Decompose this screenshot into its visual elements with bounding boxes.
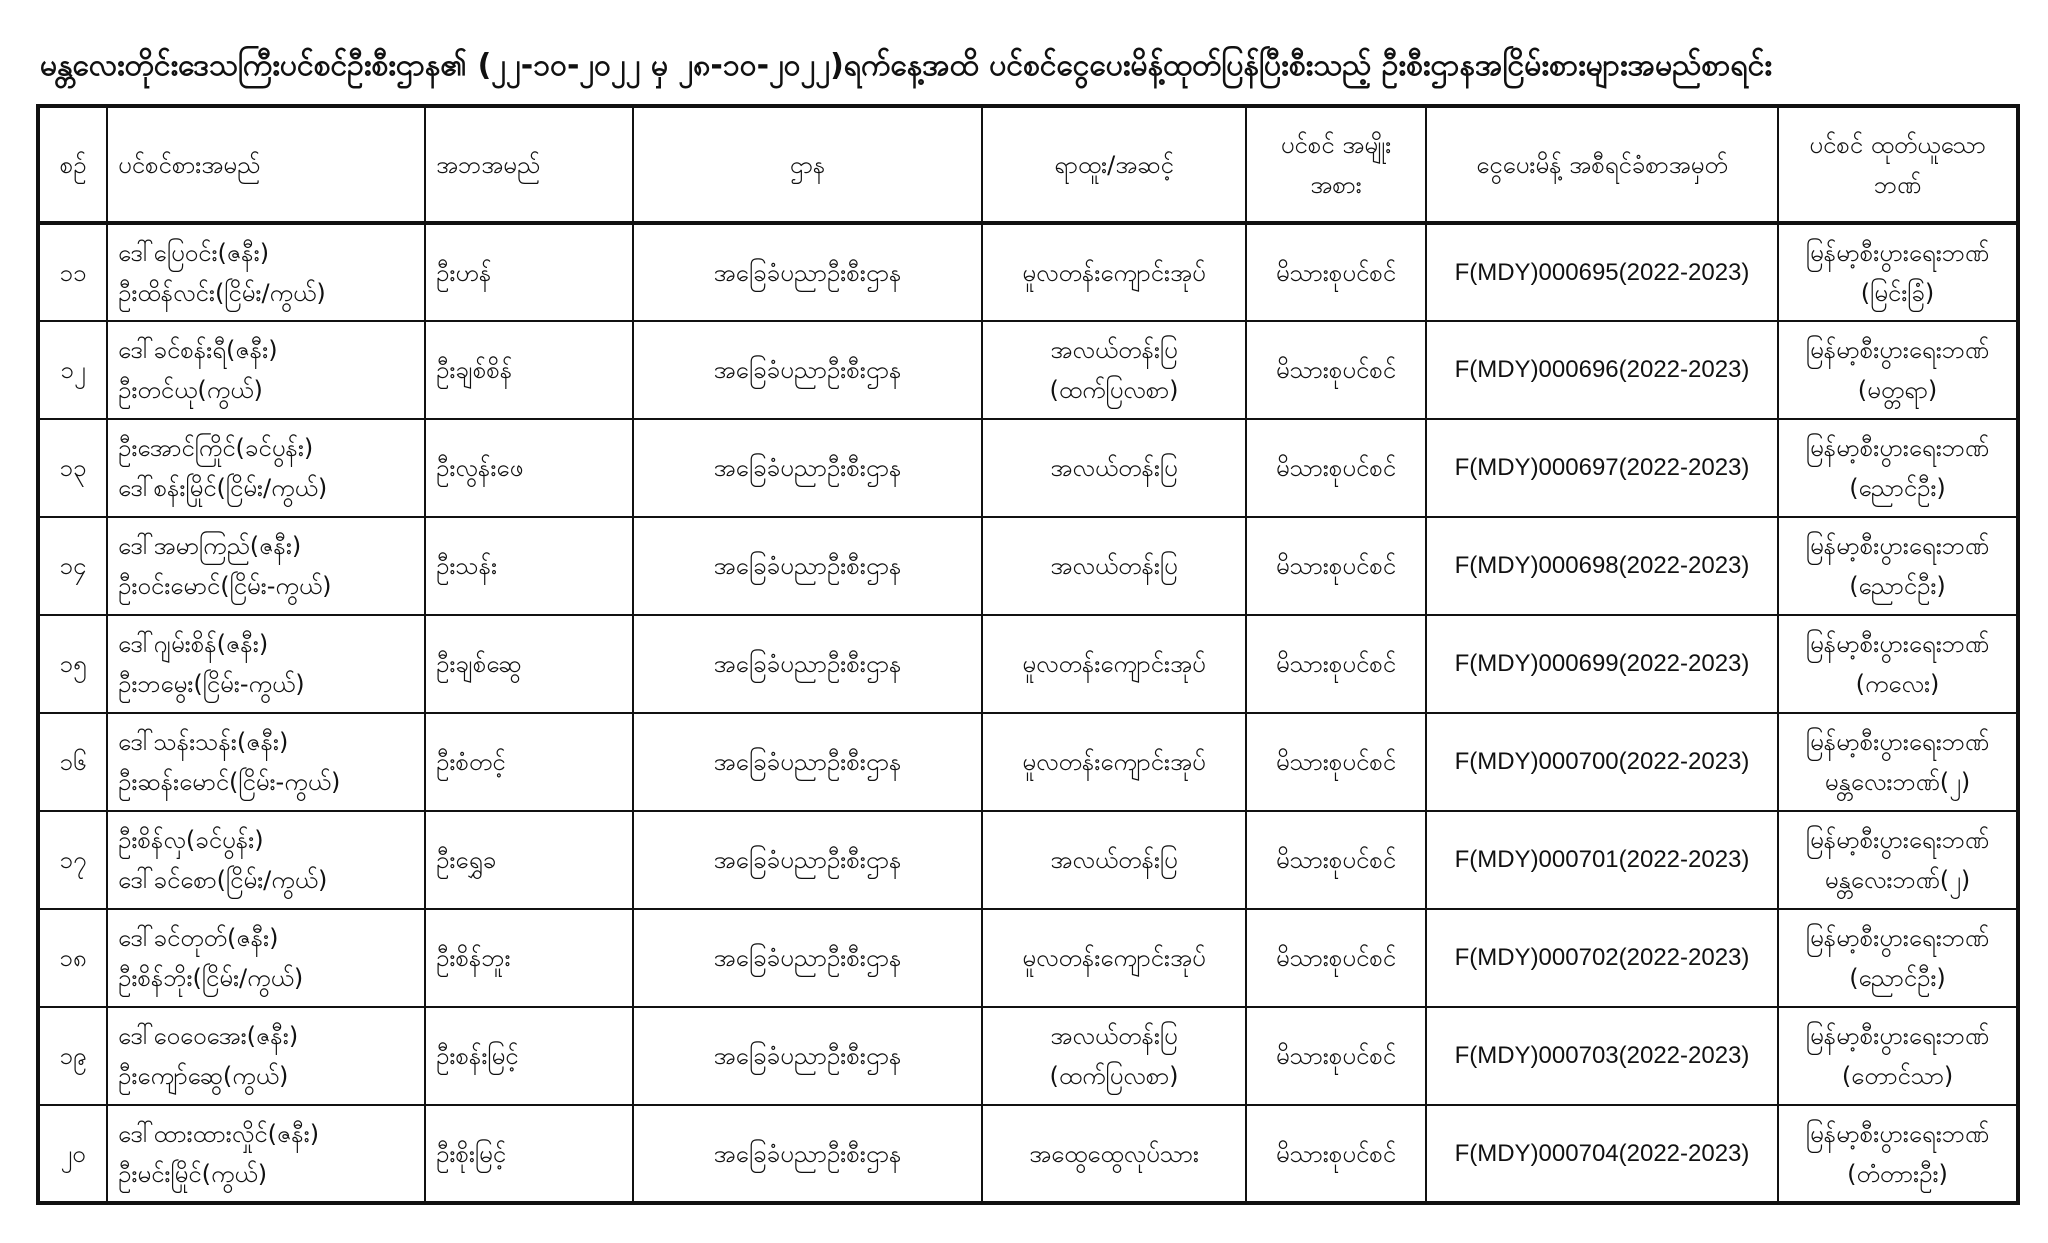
cell-no: ၁၁: [38, 223, 107, 321]
table-row: [38, 615, 2018, 713]
rank-line: (ထက်ပြလစာ): [1049, 376, 1179, 404]
name-line: ဒေါ်ခင်စန်းရီ(ဇနီး): [118, 336, 278, 364]
header-type: [1246, 106, 1426, 223]
name-line: ဦးဝင်းမောင်(ငြိမ်း-ကွယ်): [118, 572, 332, 600]
table-row: [38, 713, 2018, 811]
header-no: စဉ်: [38, 106, 107, 223]
name-line: ဒေါ်စန်းမြိုင်(ငြိမ်း/ကွယ်): [118, 474, 328, 502]
cell-ref: F(MDY)000700(2022-2023): [1426, 713, 1778, 811]
cell-bank: [1778, 1007, 2018, 1105]
header-row: [38, 106, 2018, 223]
bank-line: မန္တလေးဘဏ်(၂): [1824, 866, 1971, 894]
cell-dept: အခြေခံပညာဦးစီးဌာန: [633, 321, 982, 419]
pension-table: [36, 104, 2020, 1205]
header-dept: ဌာန: [633, 106, 982, 223]
cell-no: ၁၄: [38, 517, 107, 615]
cell-bank: [1778, 615, 2018, 713]
cell-dept: အခြေခံပညာဦးစီးဌာန: [633, 419, 982, 517]
header-ref-line: အစီရင်ခံစာအမှတ်: [1569, 150, 1728, 179]
cell-type: မိသားစုပင်စင်: [1246, 223, 1426, 321]
cell-father: ဦးစိုးမြင့်: [425, 1105, 633, 1203]
cell-father: ဦးရွှေခ: [425, 811, 633, 909]
cell-bank: [1778, 419, 2018, 517]
table-row: [38, 419, 2018, 517]
cell-name: [107, 909, 425, 1007]
cell-father: ဦးဟန်: [425, 223, 633, 321]
header-type-line: အမျိုးအစား: [1310, 130, 1392, 199]
header-ref: [1426, 106, 1778, 223]
cell-no: ၁၃: [38, 419, 107, 517]
name-line: ဒေါ်ဝေဝေအေး(ဇနီး): [118, 1022, 299, 1050]
table-row: [38, 811, 2018, 909]
cell-no: ၁၉: [38, 1007, 107, 1105]
cell-dept: အခြေခံပညာဦးစီးဌာန: [633, 517, 982, 615]
bank-line: မြန်မာ့စီးပွားရေးဘဏ်: [1805, 826, 1990, 854]
bank-line: မြန်မာ့စီးပွားရေးဘဏ်: [1805, 924, 1990, 952]
rank-line: အလယ်တန်းပြ: [1050, 454, 1178, 482]
bank-line: (တောင်သာ): [1841, 1062, 1954, 1090]
name-line: ဦးအောင်ကြိုင်(ခင်ပွန်း): [118, 434, 314, 462]
header-father: အဘအမည်: [425, 106, 633, 223]
header-type-line: ပင်စင်: [1280, 130, 1335, 159]
cell-father: ဦးစန်းမြင့်: [425, 1007, 633, 1105]
rank-line: အလယ်တန်းပြ: [1050, 552, 1178, 580]
cell-bank: [1778, 223, 2018, 321]
bank-line: (မတ္တရာ): [1857, 376, 1938, 404]
bank-line: (ညောင်ဦး): [1849, 572, 1946, 600]
name-line: ဒေါ်ခင်စော(ငြိမ်း/ကွယ်): [118, 866, 328, 894]
cell-no: ၁၇: [38, 811, 107, 909]
cell-father: ဦးလွန်းဖေ: [425, 419, 633, 517]
cell-dept: အခြေခံပညာဦးစီးဌာန: [633, 1007, 982, 1105]
cell-name: [107, 321, 425, 419]
name-line: ဦးတင်ယု(ကွယ်): [118, 376, 263, 404]
name-line: ဒေါ်အမာကြည်(ဇနီး): [118, 532, 302, 560]
header-rank: ရာထူး/အဆင့်: [982, 106, 1246, 223]
cell-ref: F(MDY)000697(2022-2023): [1426, 419, 1778, 517]
cell-rank: [982, 713, 1246, 811]
bank-line: (ညောင်ဦး): [1849, 964, 1946, 992]
cell-ref: F(MDY)000703(2022-2023): [1426, 1007, 1778, 1105]
cell-rank: [982, 321, 1246, 419]
bank-line: (မြင်းခြံ): [1860, 278, 1935, 307]
table-row: [38, 1105, 2018, 1203]
cell-name: [107, 223, 425, 321]
name-line: ဦးဘမွေး(ငြိမ်း-ကွယ်): [118, 670, 305, 698]
cell-bank: [1778, 909, 2018, 1007]
cell-ref: F(MDY)000704(2022-2023): [1426, 1105, 1778, 1203]
cell-no: ၁၈: [38, 909, 107, 1007]
rank-line: မူလတန်းကျောင်းအုပ်: [1022, 748, 1206, 776]
name-line: ဒေါ်ဂျမ်းစိန်(ဇနီး): [118, 630, 269, 658]
name-line: ဒေါ်ခင်တုတ်(ဇနီး): [118, 924, 279, 952]
cell-no: ၂၀: [38, 1105, 107, 1203]
cell-rank: [982, 1007, 1246, 1105]
name-line: ဦးစိန်လှ(ခင်ပွန်း): [118, 826, 264, 854]
cell-dept: အခြေခံပညာဦးစီးဌာန: [633, 615, 982, 713]
cell-rank: [982, 811, 1246, 909]
table-row: [38, 223, 2018, 321]
table-row: [38, 1007, 2018, 1105]
cell-type: မိသားစုပင်စင်: [1246, 909, 1426, 1007]
cell-father: ဦးချစ်စိန်: [425, 321, 633, 419]
name-line: ဒေါ်သန်းသန်း(ဇနီး): [118, 728, 289, 756]
cell-type: မိသားစုပင်စင်: [1246, 811, 1426, 909]
bank-line: မန္တလေးဘဏ်(၂): [1824, 768, 1971, 796]
cell-type: မိသားစုပင်စင်: [1246, 1007, 1426, 1105]
table-row: [38, 517, 2018, 615]
page-title: မန္တလေးတိုင်းဒေသကြီးပင်စင်ဦးစီးဌာန၏ (၂၂-၁၀-၂၀၂၂ မှ ၂၈-၁၀-၂၀၂၂)ရက်နေ့အထိ ပင်စင်ငွေပေးမိန့်ထုတ်ပြန်ပြီးစီးသည့် ဦးစီးဌာနအငြိမ်းစားများအမည်စာရင်း: [40, 48, 1772, 83]
bank-line: မြန်မာ့စီးပွားရေးဘဏ်: [1805, 630, 1990, 658]
cell-bank: [1778, 713, 2018, 811]
rank-line: (ထက်ပြလစာ): [1049, 1062, 1179, 1090]
cell-father: ဦးစံတင့်: [425, 713, 633, 811]
header-name: ပင်စင်စားအမည်: [107, 106, 425, 223]
rank-line: အထွေထွေလုပ်သား: [1029, 1139, 1199, 1168]
bank-line: မြန်မာ့စီးပွားရေးဘဏ်: [1805, 434, 1990, 462]
cell-rank: [982, 909, 1246, 1007]
bank-line: (ကလေး): [1855, 670, 1940, 698]
name-line: ဦးမင်းမြိုင်(ကွယ်): [118, 1159, 268, 1188]
cell-ref: F(MDY)000696(2022-2023): [1426, 321, 1778, 419]
bank-line: မြန်မာ့စီးပွားရေးဘဏ်: [1805, 1119, 1990, 1148]
rank-line: အလယ်တန်းပြ: [1050, 846, 1178, 874]
cell-rank: [982, 1105, 1246, 1203]
cell-bank: [1778, 811, 2018, 909]
rank-line: အလယ်တန်းပြ: [1050, 1022, 1178, 1050]
name-line: ဒေါ်ပြေဝင်း(ဇနီး): [118, 238, 270, 267]
cell-ref: F(MDY)000695(2022-2023): [1426, 223, 1778, 321]
header-ref-line: ငွေပေးမိန့်: [1476, 150, 1562, 179]
cell-dept: အခြေခံပညာဦးစီးဌာန: [633, 713, 982, 811]
cell-name: [107, 517, 425, 615]
bank-line: မြန်မာ့စီးပွားရေးဘဏ်: [1805, 532, 1990, 560]
cell-ref: F(MDY)000701(2022-2023): [1426, 811, 1778, 909]
table-body: [38, 223, 2018, 1203]
cell-dept: အခြေခံပညာဦးစီးဌာန: [633, 223, 982, 321]
bank-line: (တံတားဦး): [1847, 1159, 1948, 1188]
cell-type: မိသားစုပင်စင်: [1246, 1105, 1426, 1203]
rank-line: အလယ်တန်းပြ: [1050, 336, 1178, 364]
bank-line: မြန်မာ့စီးပွားရေးဘဏ်: [1805, 728, 1990, 756]
cell-father: ဦးသန်း: [425, 517, 633, 615]
header-bank-line: ပင်စင်: [1809, 130, 1864, 159]
table-row: [38, 909, 2018, 1007]
cell-no: ၁၆: [38, 713, 107, 811]
header-bank-line: ထုတ်ယူသောဘဏ်: [1870, 130, 1986, 199]
cell-bank: [1778, 517, 2018, 615]
bank-line: မြန်မာ့စီးပွားရေးဘဏ်: [1805, 238, 1990, 267]
table-header: [38, 106, 2018, 223]
rank-line: မူလတန်းကျောင်းအုပ်: [1022, 944, 1206, 972]
cell-no: ၁၅: [38, 615, 107, 713]
cell-ref: F(MDY)000698(2022-2023): [1426, 517, 1778, 615]
cell-type: မိသားစုပင်စင်: [1246, 615, 1426, 713]
cell-type: မိသားစုပင်စင်: [1246, 517, 1426, 615]
name-line: ဦးကျော်ဆွေ(ကွယ်): [118, 1062, 289, 1090]
cell-bank: [1778, 1105, 2018, 1203]
cell-ref: F(MDY)000699(2022-2023): [1426, 615, 1778, 713]
cell-father: ဦးချစ်ဆွေ: [425, 615, 633, 713]
cell-rank: [982, 615, 1246, 713]
cell-bank: [1778, 321, 2018, 419]
bank-line: မြန်မာ့စီးပွားရေးဘဏ်: [1805, 336, 1990, 364]
cell-dept: အခြေခံပညာဦးစီးဌာန: [633, 1105, 982, 1203]
bank-line: မြန်မာ့စီးပွားရေးဘဏ်: [1805, 1022, 1990, 1050]
cell-name: [107, 615, 425, 713]
rank-line: မူလတန်းကျောင်းအုပ်: [1022, 258, 1206, 287]
cell-type: မိသားစုပင်စင်: [1246, 321, 1426, 419]
header-bank: [1778, 106, 2018, 223]
cell-no: ၁၂: [38, 321, 107, 419]
rank-line: မူလတန်းကျောင်းအုပ်: [1022, 650, 1206, 678]
cell-type: မိသားစုပင်စင်: [1246, 713, 1426, 811]
table-row: [38, 321, 2018, 419]
name-line: ဦးဆန်းမောင်(ငြိမ်း-ကွယ်): [118, 768, 341, 796]
cell-dept: အခြေခံပညာဦးစီးဌာန: [633, 909, 982, 1007]
cell-type: မိသားစုပင်စင်: [1246, 419, 1426, 517]
cell-name: [107, 713, 425, 811]
cell-dept: အခြေခံပညာဦးစီးဌာန: [633, 811, 982, 909]
cell-father: ဦးစိန်ဘူး: [425, 909, 633, 1007]
cell-rank: [982, 419, 1246, 517]
name-line: ဦးစိန်ဘိုး(ငြိမ်း/ကွယ်): [118, 964, 304, 992]
cell-name: [107, 811, 425, 909]
cell-name: [107, 419, 425, 517]
cell-name: [107, 1105, 425, 1203]
cell-rank: [982, 223, 1246, 321]
name-line: ဒေါ်ထားထားလှိုင်(ဇနီး): [118, 1119, 320, 1148]
cell-name: [107, 1007, 425, 1105]
cell-rank: [982, 517, 1246, 615]
bank-line: (ညောင်ဦး): [1849, 474, 1946, 502]
name-line: ဦးထိန်လင်း(ငြိမ်း/ကွယ်): [118, 278, 326, 307]
cell-ref: F(MDY)000702(2022-2023): [1426, 909, 1778, 1007]
